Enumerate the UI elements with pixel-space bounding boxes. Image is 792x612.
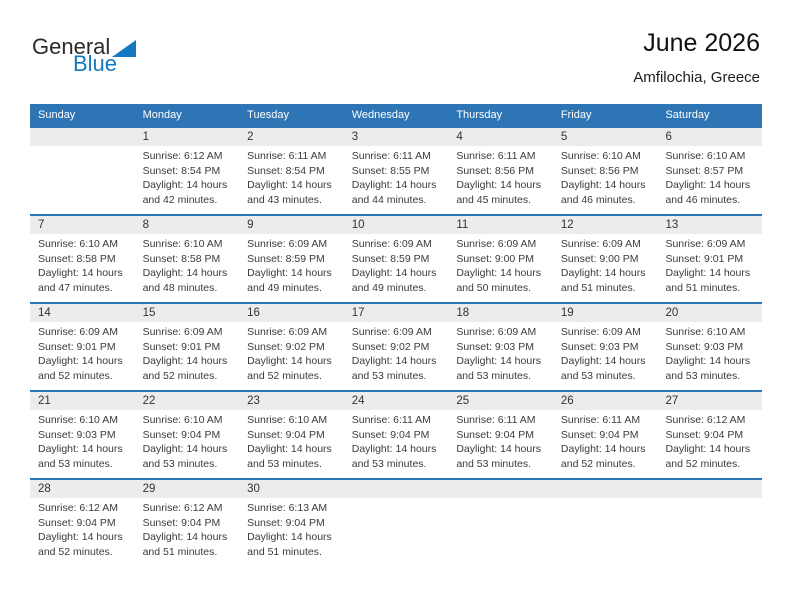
weekday-header: Monday xyxy=(142,109,182,121)
cell-detail-line: Sunrise: 6:09 AM xyxy=(247,326,328,338)
cell-detail-line: and 52 minutes. xyxy=(560,457,636,470)
cell-detail-line: Sunrise: 6:11 AM xyxy=(456,414,536,426)
cell-detail-line: Sunset: 9:04 PM xyxy=(247,516,325,529)
cell-detail-line: Daylight: 14 hours xyxy=(351,179,437,192)
cell-detail-line: Sunrise: 6:09 AM xyxy=(456,238,537,250)
cell-detail-line: Sunset: 8:56 PM xyxy=(560,164,639,177)
cell-detail-line: and 53 minutes. xyxy=(456,457,532,470)
day-details xyxy=(657,234,762,295)
cell-detail-line: Sunset: 9:04 PM xyxy=(560,428,639,441)
day-cell xyxy=(657,480,762,566)
cell-detail-line: Sunrise: 6:09 AM xyxy=(456,326,537,338)
cell-detail-line: Daylight: 14 hours xyxy=(456,179,541,192)
cell-detail-line: and 49 minutes. xyxy=(351,281,427,294)
weekday-header: Sunday xyxy=(38,109,76,121)
cell-detail-line: Sunset: 9:04 PM xyxy=(247,428,325,441)
day-details xyxy=(239,322,344,383)
cell-detail-line: Sunset: 9:01 PM xyxy=(665,252,744,265)
day-cell xyxy=(344,480,449,566)
day-number: 13 xyxy=(657,216,762,234)
cell-detail-line: and 49 minutes. xyxy=(247,281,322,294)
cell-detail-line: Sunset: 8:57 PM xyxy=(665,164,744,177)
day-cell xyxy=(135,304,240,390)
day-number: 11 xyxy=(448,216,553,234)
cell-detail-line: and 44 minutes. xyxy=(351,193,427,206)
cell-detail-line: Sunrise: 6:09 AM xyxy=(351,238,432,250)
cell-detail-line: Daylight: 14 hours xyxy=(142,267,228,280)
cell-detail-line: Daylight: 14 hours xyxy=(560,179,646,192)
day-details xyxy=(448,322,553,383)
day-details xyxy=(135,234,240,295)
day-cell xyxy=(239,392,344,478)
day-number: 27 xyxy=(657,392,762,410)
cell-detail-line: Daylight: 14 hours xyxy=(38,355,123,368)
cell-detail-line: Sunset: 9:02 PM xyxy=(247,340,325,353)
day-number: 12 xyxy=(553,216,658,234)
cell-detail-line: and 42 minutes. xyxy=(142,193,218,206)
cell-detail-line: and 53 minutes. xyxy=(142,457,218,470)
day-number: 30 xyxy=(239,480,344,498)
cell-detail-line: and 51 minutes. xyxy=(142,545,218,558)
cell-detail-line: Sunrise: 6:09 AM xyxy=(351,326,432,338)
day-cell xyxy=(448,128,553,214)
day-number: 2 xyxy=(239,128,344,146)
day-cell xyxy=(553,392,658,478)
day-number: 7 xyxy=(30,216,135,234)
day-details xyxy=(239,498,344,559)
cell-detail-line: Sunrise: 6:12 AM xyxy=(38,502,118,514)
day-number: 26 xyxy=(553,392,658,410)
cell-detail-line: Sunset: 8:54 PM xyxy=(247,164,325,177)
cell-detail-line: Sunset: 8:58 PM xyxy=(38,252,116,265)
cell-detail-line: Sunset: 9:00 PM xyxy=(456,252,534,265)
weekday-header-row xyxy=(30,104,762,126)
day-details xyxy=(344,234,449,295)
cell-detail-line: and 43 minutes. xyxy=(247,193,322,206)
day-cell xyxy=(239,216,344,302)
cell-detail-line: and 52 minutes. xyxy=(247,369,322,382)
day-number: 3 xyxy=(344,128,449,146)
day-number: 8 xyxy=(135,216,240,234)
cell-detail-line: Sunset: 9:04 PM xyxy=(456,428,534,441)
cell-detail-line: Daylight: 14 hours xyxy=(560,443,646,456)
cell-detail-line: and 51 minutes. xyxy=(247,545,322,558)
cell-detail-line: Sunrise: 6:10 AM xyxy=(142,414,223,426)
weekday-header: Thursday xyxy=(456,109,503,121)
day-details xyxy=(657,322,762,383)
cell-detail-line: Daylight: 14 hours xyxy=(665,443,751,456)
cell-detail-line: Sunrise: 6:11 AM xyxy=(560,414,641,426)
cell-detail-line: and 53 minutes. xyxy=(665,369,741,382)
day-number: 18 xyxy=(448,304,553,322)
cell-detail-line: Sunset: 9:03 PM xyxy=(456,340,534,353)
day-cell xyxy=(135,392,240,478)
cell-detail-line: Sunset: 9:03 PM xyxy=(665,340,744,353)
cell-detail-line: Daylight: 14 hours xyxy=(247,355,332,368)
day-number: 17 xyxy=(344,304,449,322)
cell-detail-line: and 46 minutes. xyxy=(665,193,741,206)
weekday-header: Wednesday xyxy=(351,109,410,121)
day-cell xyxy=(448,392,553,478)
day-number: 25 xyxy=(448,392,553,410)
day-cell xyxy=(553,216,658,302)
cell-detail-line: Sunrise: 6:10 AM xyxy=(665,326,746,338)
cell-detail-line: Daylight: 14 hours xyxy=(247,531,332,544)
day-cell xyxy=(553,480,658,566)
cell-detail-line: Sunrise: 6:12 AM xyxy=(665,414,746,426)
day-cell xyxy=(239,128,344,214)
cell-detail-line: Sunrise: 6:10 AM xyxy=(247,414,328,426)
cell-detail-line: Sunset: 9:03 PM xyxy=(38,428,116,441)
day-details xyxy=(553,410,658,471)
day-details xyxy=(135,498,240,559)
day-cell xyxy=(657,128,762,214)
day-details xyxy=(239,410,344,471)
cell-detail-line: Daylight: 14 hours xyxy=(560,267,646,280)
cell-detail-line: Sunset: 9:03 PM xyxy=(560,340,639,353)
cell-detail-line: and 48 minutes. xyxy=(142,281,218,294)
cell-detail-line: and 53 minutes. xyxy=(456,369,532,382)
day-details xyxy=(30,234,135,295)
cell-detail-line: Sunrise: 6:09 AM xyxy=(247,238,328,250)
day-details xyxy=(30,322,135,383)
cell-detail-line: Daylight: 14 hours xyxy=(247,267,332,280)
day-cell xyxy=(135,216,240,302)
day-details xyxy=(448,498,553,501)
cell-detail-line: Sunrise: 6:09 AM xyxy=(142,326,223,338)
day-number: 9 xyxy=(239,216,344,234)
day-number: 10 xyxy=(344,216,449,234)
cell-detail-line: and 52 minutes. xyxy=(38,369,113,382)
day-details xyxy=(135,146,240,207)
day-details xyxy=(553,498,658,501)
day-number: 4 xyxy=(448,128,553,146)
day-number: 23 xyxy=(239,392,344,410)
cell-detail-line: Sunset: 9:01 PM xyxy=(142,340,221,353)
cell-detail-line: and 53 minutes. xyxy=(38,457,113,470)
day-cell xyxy=(553,128,658,214)
cell-detail-line: Sunrise: 6:12 AM xyxy=(142,150,223,162)
day-details xyxy=(239,146,344,207)
cell-detail-line: Daylight: 14 hours xyxy=(38,531,123,544)
cell-detail-line: Daylight: 14 hours xyxy=(142,531,228,544)
cell-detail-line: and 52 minutes. xyxy=(665,457,741,470)
day-number: 15 xyxy=(135,304,240,322)
day-details xyxy=(553,322,658,383)
day-details xyxy=(553,146,658,207)
cell-detail-line: and 50 minutes. xyxy=(456,281,532,294)
cell-detail-line: Daylight: 14 hours xyxy=(456,443,541,456)
cell-detail-line: Daylight: 14 hours xyxy=(38,443,123,456)
cell-detail-line: Sunset: 8:54 PM xyxy=(142,164,221,177)
cell-detail-line: Sunset: 9:04 PM xyxy=(142,428,221,441)
day-number: 19 xyxy=(553,304,658,322)
cell-detail-line: Sunrise: 6:11 AM xyxy=(247,150,327,162)
logo-text-blue: Blue xyxy=(73,51,118,76)
day-cell xyxy=(239,480,344,566)
cell-detail-line: Sunset: 8:55 PM xyxy=(351,164,430,177)
cell-detail-line: Daylight: 14 hours xyxy=(665,355,751,368)
cell-detail-line: Sunset: 9:01 PM xyxy=(38,340,116,353)
cell-detail-line: Daylight: 14 hours xyxy=(142,443,228,456)
week-row xyxy=(30,214,762,302)
cell-detail-line: Daylight: 14 hours xyxy=(247,179,332,192)
day-details xyxy=(448,234,553,295)
day-number xyxy=(553,480,658,498)
cell-detail-line: Sunset: 9:04 PM xyxy=(665,428,744,441)
cell-detail-line: Daylight: 14 hours xyxy=(142,179,228,192)
day-number: 6 xyxy=(657,128,762,146)
cell-detail-line: and 51 minutes. xyxy=(560,281,636,294)
day-cell xyxy=(344,392,449,478)
day-cell xyxy=(135,128,240,214)
day-details xyxy=(135,322,240,383)
cell-detail-line: Daylight: 14 hours xyxy=(665,267,751,280)
cell-detail-line: Sunrise: 6:11 AM xyxy=(351,414,431,426)
day-number: 22 xyxy=(135,392,240,410)
day-cell xyxy=(344,304,449,390)
cell-detail-line: and 53 minutes. xyxy=(351,369,427,382)
weekday-header: Saturday xyxy=(665,109,710,121)
cell-detail-line: Sunset: 8:59 PM xyxy=(247,252,325,265)
cell-detail-line: Sunset: 8:59 PM xyxy=(351,252,430,265)
cell-detail-line: Sunrise: 6:11 AM xyxy=(456,150,536,162)
cell-detail-line: Sunrise: 6:09 AM xyxy=(38,326,118,338)
day-number: 24 xyxy=(344,392,449,410)
day-details xyxy=(657,146,762,207)
weekday-header: Friday xyxy=(560,109,592,121)
day-number: 28 xyxy=(30,480,135,498)
weeks-container xyxy=(30,126,762,566)
day-cell xyxy=(30,304,135,390)
day-number: 21 xyxy=(30,392,135,410)
day-details xyxy=(344,322,449,383)
cell-detail-line: Sunrise: 6:10 AM xyxy=(142,238,223,250)
day-number xyxy=(30,128,135,146)
cell-detail-line: Daylight: 14 hours xyxy=(456,267,541,280)
cell-detail-line: and 53 minutes. xyxy=(247,457,322,470)
cell-detail-line: and 45 minutes. xyxy=(456,193,532,206)
day-details xyxy=(553,234,658,295)
cell-detail-line: Sunrise: 6:10 AM xyxy=(38,414,118,426)
title-block xyxy=(633,28,760,86)
cell-detail-line: Sunrise: 6:10 AM xyxy=(665,150,746,162)
cell-detail-line: Sunset: 8:56 PM xyxy=(456,164,534,177)
cell-detail-line: and 47 minutes. xyxy=(38,281,113,294)
cell-detail-line: Daylight: 14 hours xyxy=(456,355,541,368)
cell-detail-line: Daylight: 14 hours xyxy=(351,267,437,280)
day-details xyxy=(344,410,449,471)
weekday-header: Tuesday xyxy=(247,109,289,121)
cell-detail-line: Sunset: 9:04 PM xyxy=(38,516,116,529)
day-details xyxy=(30,146,135,149)
day-details xyxy=(448,410,553,471)
day-details xyxy=(30,410,135,471)
day-details xyxy=(657,498,762,501)
day-cell xyxy=(30,216,135,302)
day-cell xyxy=(448,304,553,390)
cell-detail-line: Sunset: 9:00 PM xyxy=(560,252,639,265)
cell-detail-line: Daylight: 14 hours xyxy=(247,443,332,456)
cell-detail-line: and 51 minutes. xyxy=(665,281,741,294)
day-details xyxy=(239,234,344,295)
cell-detail-line: Daylight: 14 hours xyxy=(560,355,646,368)
day-details xyxy=(344,498,449,501)
cell-detail-line: Daylight: 14 hours xyxy=(38,267,123,280)
day-number: 20 xyxy=(657,304,762,322)
cell-detail-line: Sunrise: 6:13 AM xyxy=(247,502,328,514)
day-details xyxy=(135,410,240,471)
cell-detail-line: Sunrise: 6:12 AM xyxy=(142,502,223,514)
day-number xyxy=(344,480,449,498)
cell-detail-line: Sunrise: 6:09 AM xyxy=(665,238,746,250)
cell-detail-line: Sunrise: 6:11 AM xyxy=(351,150,431,162)
day-number xyxy=(657,480,762,498)
day-cell xyxy=(657,216,762,302)
cell-detail-line: Sunrise: 6:09 AM xyxy=(560,238,641,250)
cell-detail-line: Sunrise: 6:10 AM xyxy=(38,238,118,250)
week-row xyxy=(30,302,762,390)
cell-detail-line: and 46 minutes. xyxy=(560,193,636,206)
day-cell xyxy=(553,304,658,390)
cell-detail-line: Daylight: 14 hours xyxy=(351,443,437,456)
general-blue-logo xyxy=(32,36,136,74)
day-details xyxy=(30,498,135,559)
day-number: 1 xyxy=(135,128,240,146)
day-details xyxy=(448,146,553,207)
cell-detail-line: Daylight: 14 hours xyxy=(351,355,437,368)
cell-detail-line: Daylight: 14 hours xyxy=(665,179,751,192)
cell-detail-line: and 53 minutes. xyxy=(560,369,636,382)
cell-detail-line: and 52 minutes. xyxy=(38,545,113,558)
cell-detail-line: Sunset: 8:58 PM xyxy=(142,252,221,265)
day-number xyxy=(448,480,553,498)
day-number: 5 xyxy=(553,128,658,146)
day-cell xyxy=(657,392,762,478)
day-cell xyxy=(30,480,135,566)
cell-detail-line: Sunrise: 6:09 AM xyxy=(560,326,641,338)
day-details xyxy=(657,410,762,471)
cell-detail-line: and 53 minutes. xyxy=(351,457,427,470)
logo-text-general: General xyxy=(32,34,111,59)
page-header xyxy=(30,28,762,104)
day-number: 29 xyxy=(135,480,240,498)
day-cell xyxy=(135,480,240,566)
cell-detail-line: Daylight: 14 hours xyxy=(142,355,228,368)
day-cell xyxy=(30,128,135,214)
week-row xyxy=(30,390,762,478)
week-row xyxy=(30,126,762,214)
cell-detail-line: and 52 minutes. xyxy=(142,369,218,382)
calendar-table xyxy=(30,104,762,566)
cell-detail-line: Sunset: 9:04 PM xyxy=(142,516,221,529)
cell-detail-line: Sunset: 9:04 PM xyxy=(351,428,430,441)
day-cell xyxy=(448,480,553,566)
day-details xyxy=(344,146,449,207)
day-cell xyxy=(344,216,449,302)
day-cell xyxy=(239,304,344,390)
day-cell xyxy=(657,304,762,390)
week-row xyxy=(30,478,762,566)
day-cell xyxy=(344,128,449,214)
location-subtitle: Amfilochia, Greece xyxy=(633,69,760,86)
day-cell xyxy=(30,392,135,478)
day-number: 14 xyxy=(30,304,135,322)
day-cell xyxy=(448,216,553,302)
cell-detail-line: Sunrise: 6:10 AM xyxy=(560,150,641,162)
cell-detail-line: Sunset: 9:02 PM xyxy=(351,340,430,353)
month-title: June 2026 xyxy=(643,29,760,57)
day-number: 16 xyxy=(239,304,344,322)
